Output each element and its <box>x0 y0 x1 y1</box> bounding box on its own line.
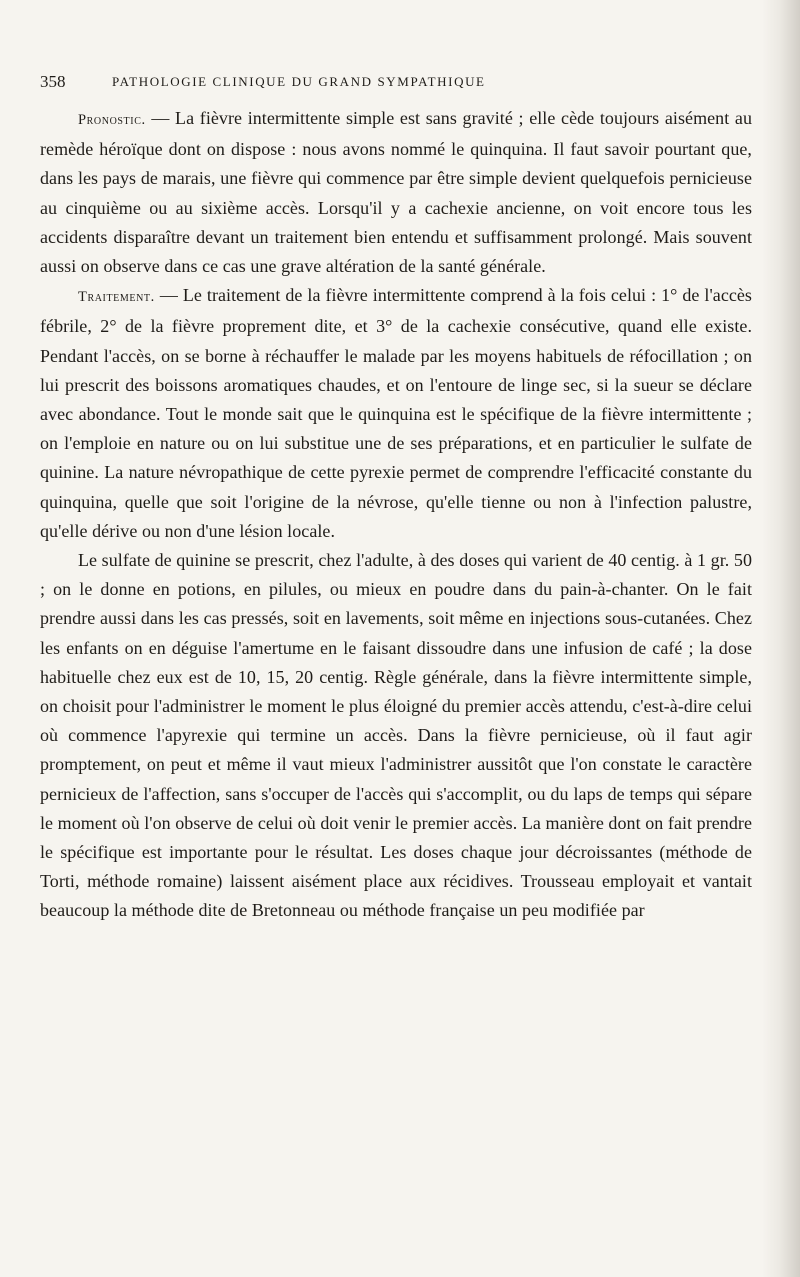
paragraph-traitement <box>40 281 752 546</box>
page-edge-shadow <box>762 0 800 1277</box>
body-text <box>40 104 752 926</box>
paragraph-text: — Le traitement de la fièvre intermittente comprend à la fois celui : 1° de l'accès fébrile, 2° de la fièvre proprement dite, et 3° de la cachexie consécutive, quand elle existe. Pendant l'accès, on se borne à réchauffer le malade par les moyens habituels de réfocillation ; on lui prescrit des boissons aromatiques chaudes, et on l'entoure de linge sec, si la sueur se déclare avec abondance. Tout le monde sait que le quinquina est le spécifique de la fièvre intermittente ; on l'emploie en nature ou on lui substitue une de ses préparations, et en particulier le sulfate de quinine. La nature névropathique de cette pyrexie permet de comprendre l'efficacité constante du quinquina, quelle que soit l'origine de la névrose, qu'elle tienne ou non à l'infection palustre, qu'elle dérive ou non d'une lésion locale. <box>40 285 752 541</box>
section-label-pronostic: Pronostic. <box>78 112 146 128</box>
paragraph-text: Le sulfate de quinine se prescrit, chez l'adulte, à des doses qui varient de 40 centig. à 1 gr. 50 ; on le donne en potions, en pilules, ou mieux en poudre dans du pain-à-chanter. On le fait prendre aussi dans les cas pressés, soit en lavements, soit même en injections sous-cutanées. Chez les enfants on en déguise l'amertume en le faisant dissoudre dans une infusion de café ; la dose habituelle chez eux est de 10, 15, 20 centig. Règle générale, dans la fièvre intermittente simple, on choisit pour l'administrer le moment le plus éloigné du premier accès attendu, c'est-à-dire celui où commence l'apyrexie qui termine un accès. Dans la fièvre pernicieuse, où il faut agir promptement, on peut et même il vaut mieux l'administrer aussitôt que l'on constate le caractère pernicieux de l'affection, sans s'occuper de l'accès qui s'accomplit, ou du laps de temps qui sépare le moment où l'on observe de celui où doit venir le premier accès. La manière dont on fait prendre le spécifique est importante pour le résultat. Les doses chaque jour décroissantes (méthode de Torti, méthode romaine) laissent aisément place aux récidives. Trousseau employait et vantait beaucoup la méthode dite de Bretonneau ou méthode française un peu modifiée par <box>40 550 752 921</box>
section-label-traitement: Traitement. <box>78 289 155 306</box>
paragraph-text: — La fièvre intermittente simple est sans gravité ; elle cède toujours aisément au remède héroïque dont on dispose : nous avons nommé le quinquina. Il faut savoir pourtant que, dans les pays de marais, une fièvre qui commence par être simple devient quelquefois pernicieuse au cinquième ou au sixième accès. Lorsqu'il y a cachexie ancienne, on voit encore tous les accidents disparaître devant un traitement bien entendu et suffisamment prolongé. Mais souvent aussi on observe dans ce cas une grave altération de la santé générale. <box>40 108 752 277</box>
page-header <box>40 72 740 98</box>
paragraph-pronostic <box>40 104 752 281</box>
paragraph-sulfate <box>40 546 752 926</box>
running-title: PATHOLOGIE CLINIQUE DU GRAND SYMPATHIQUE <box>112 74 486 89</box>
page-number: 358 <box>40 72 66 91</box>
